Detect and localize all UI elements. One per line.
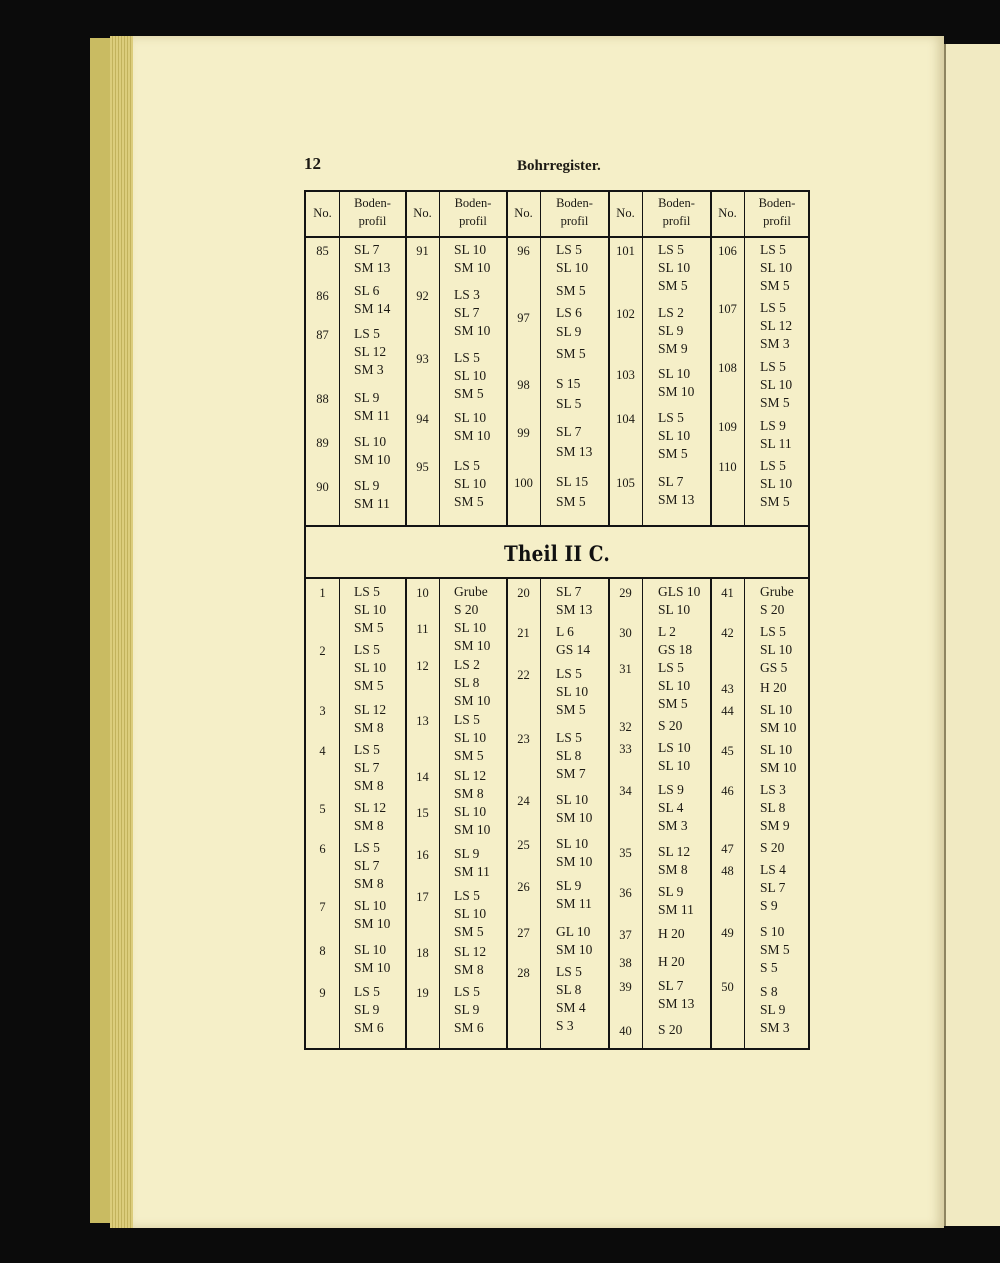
- boring-number: 3: [319, 704, 326, 718]
- soil-profile-entry: SM 8: [454, 786, 484, 801]
- soil-profile-entry: SL 4: [658, 800, 684, 815]
- column-rule: [710, 192, 712, 1048]
- soil-profile-entry: S 20: [454, 602, 479, 617]
- running-head: Bohrregister.: [517, 158, 601, 174]
- boring-number: 19: [416, 986, 429, 1000]
- soil-profile-entry: SM 5: [556, 346, 586, 361]
- soil-profile-entry: SM 5: [658, 696, 688, 711]
- soil-profile-entry: SL 5: [556, 396, 582, 411]
- header-profile-1: Boden-: [658, 196, 695, 210]
- soil-profile-entry: SL 12: [454, 768, 487, 783]
- boring-number: 98: [517, 378, 530, 392]
- soil-profile-entry: S 10: [760, 924, 785, 939]
- soil-profile-entry: S 20: [760, 602, 785, 617]
- soil-profile-entry: SM 11: [556, 896, 592, 911]
- boring-number: 44: [721, 704, 734, 718]
- boring-number: 47: [721, 842, 734, 856]
- column-rule: [439, 192, 440, 1048]
- boring-number: 36: [619, 886, 632, 900]
- boring-number: 1: [319, 586, 326, 600]
- soil-profile-entry: SM 5: [556, 702, 586, 717]
- column-rule: [339, 192, 340, 1048]
- boring-number: 22: [517, 668, 530, 682]
- header-profile-1: Boden-: [556, 196, 593, 210]
- soil-profile-entry: SL 10: [354, 898, 387, 913]
- header-rule: [306, 236, 808, 238]
- soil-profile-entry: SM 8: [354, 818, 384, 833]
- soil-profile-entry: SL 10: [658, 678, 691, 693]
- soil-profile-entry: SL 10: [556, 260, 589, 275]
- soil-profile-entry: SL 10: [354, 602, 387, 617]
- header-no: No.: [413, 206, 432, 220]
- soil-profile-entry: S 15: [556, 376, 581, 391]
- soil-profile-entry: SL 8: [556, 982, 582, 997]
- soil-profile-entry: SM 10: [454, 323, 491, 338]
- boring-number: 30: [619, 626, 632, 640]
- boring-number: 26: [517, 880, 530, 894]
- soil-profile-entry: SM 10: [454, 260, 491, 275]
- boring-number: 28: [517, 966, 530, 980]
- boring-number: 50: [721, 980, 734, 994]
- soil-profile-entry: GS 14: [556, 642, 591, 657]
- soil-profile-entry: SL 10: [454, 804, 487, 819]
- soil-profile-entry: SL 10: [658, 260, 691, 275]
- soil-profile-entry: LS 5: [760, 359, 786, 374]
- soil-profile-entry: SM 6: [354, 1020, 384, 1035]
- soil-profile-entry: SM 3: [658, 818, 688, 833]
- soil-profile-entry: SM 14: [354, 301, 391, 316]
- soil-profile-entry: LS 5: [454, 350, 480, 365]
- boring-number: 39: [619, 980, 632, 994]
- soil-profile-entry: SM 4: [556, 1000, 586, 1015]
- soil-profile-entry: SL 10: [760, 476, 793, 491]
- soil-profile-entry: SM 5: [454, 748, 484, 763]
- boring-number: 105: [616, 476, 635, 490]
- boring-number: 38: [619, 956, 632, 970]
- soil-profile-entry: SL 7: [658, 978, 684, 993]
- boring-number: 33: [619, 742, 632, 756]
- boring-number: 9: [319, 986, 326, 1000]
- soil-profile-entry: SL 8: [760, 800, 786, 815]
- soil-profile-entry: SM 11: [354, 496, 390, 511]
- soil-profile-entry: SL 9: [658, 323, 684, 338]
- soil-profile-entry: SM 5: [556, 283, 586, 298]
- boring-number: 109: [718, 420, 737, 434]
- soil-profile-entry: SL 7: [454, 305, 480, 320]
- soil-profile-entry: S 9: [760, 898, 778, 913]
- soil-profile-entry: SL 12: [454, 944, 487, 959]
- soil-profile-entry: SL 10: [454, 906, 487, 921]
- soil-profile-entry: SM 3: [760, 336, 790, 351]
- boring-number: 14: [416, 770, 429, 784]
- soil-profile-entry: SL 10: [760, 742, 793, 757]
- soil-profile-entry: SM 10: [454, 822, 491, 837]
- boring-number: 49: [721, 926, 734, 940]
- soil-profile-entry: SL 10: [760, 377, 793, 392]
- soil-profile-entry: SL 10: [454, 368, 487, 383]
- soil-profile-entry: LS 5: [354, 326, 380, 341]
- boring-number: 92: [416, 289, 429, 303]
- soil-profile-entry: SM 8: [658, 862, 688, 877]
- column-rule: [540, 192, 541, 1048]
- soil-profile-entry: SL 10: [354, 660, 387, 675]
- boring-number: 85: [316, 244, 329, 258]
- soil-profile-entry: SM 13: [658, 492, 695, 507]
- header-profile-2: profil: [662, 214, 691, 228]
- soil-profile-entry: SL 10: [658, 428, 691, 443]
- soil-profile-entry: LS 5: [556, 730, 582, 745]
- soil-profile-entry: SL 9: [658, 884, 684, 899]
- facing-page-edge: [944, 44, 1000, 1226]
- soil-profile-entry: SM 5: [658, 446, 688, 461]
- soil-profile-entry: LS 5: [760, 624, 786, 639]
- page-number: 12: [304, 154, 321, 173]
- soil-profile-entry: SM 13: [354, 260, 391, 275]
- soil-profile-entry: SM 5: [454, 386, 484, 401]
- soil-profile-entry: SM 3: [354, 362, 384, 377]
- soil-profile-entry: GLS 10: [658, 584, 701, 599]
- soil-profile-entry: SM 10: [454, 693, 491, 708]
- soil-profile-entry: SM 5: [760, 942, 790, 957]
- boring-number: 16: [416, 848, 429, 862]
- soil-profile-entry: LS 3: [454, 287, 480, 302]
- soil-profile-entry: SL 7: [556, 584, 582, 599]
- soil-profile-entry: L 2: [658, 624, 676, 639]
- soil-profile-entry: H 20: [658, 926, 685, 941]
- soil-profile-entry: SL 10: [454, 476, 487, 491]
- soil-profile-entry: SM 13: [556, 602, 593, 617]
- boring-number: 91: [416, 244, 429, 258]
- soil-profile-entry: SL 10: [354, 942, 387, 957]
- soil-profile-entry: SM 11: [354, 408, 390, 423]
- soil-profile-entry: SL 9: [354, 1002, 380, 1017]
- soil-profile-entry: SL 7: [556, 424, 582, 439]
- soil-profile-entry: LS 10: [658, 740, 691, 755]
- column-rule: [642, 192, 643, 1048]
- soil-profile-entry: SL 7: [354, 760, 380, 775]
- soil-profile-entry: SM 11: [658, 902, 694, 917]
- soil-profile-entry: L 6: [556, 624, 574, 639]
- boring-number: 4: [319, 744, 326, 758]
- soil-profile-entry: LS 5: [658, 410, 684, 425]
- soil-profile-entry: LS 5: [354, 840, 380, 855]
- soil-profile-entry: SL 9: [454, 846, 480, 861]
- soil-profile-entry: SM 10: [556, 854, 593, 869]
- soil-profile-entry: SM 5: [556, 494, 586, 509]
- soil-profile-entry: LS 5: [556, 964, 582, 979]
- boring-number: 21: [517, 626, 530, 640]
- soil-profile-entry: SL 12: [760, 318, 793, 333]
- soil-profile-entry: SM 7: [556, 766, 586, 781]
- soil-profile-entry: SL 8: [454, 675, 480, 690]
- soil-profile-entry: SL 12: [354, 800, 387, 815]
- soil-profile-entry: SL 12: [354, 344, 387, 359]
- soil-profile-entry: SL 7: [354, 858, 380, 873]
- soil-profile-entry: LS 3: [760, 782, 786, 797]
- boring-number: 18: [416, 946, 429, 960]
- soil-profile-entry: SL 10: [454, 242, 487, 257]
- soil-profile-entry: S 20: [658, 1022, 683, 1037]
- boring-number: 2: [319, 644, 326, 658]
- boring-number: 41: [721, 586, 734, 600]
- soil-profile-entry: SM 10: [760, 720, 797, 735]
- soil-profile-entry: LS 5: [354, 742, 380, 757]
- soil-profile-entry: SL 9: [454, 1002, 480, 1017]
- boring-number: 48: [721, 864, 734, 878]
- boring-number: 40: [619, 1024, 632, 1038]
- boring-number: 11: [416, 622, 429, 636]
- soil-profile-entry: S 20: [760, 840, 785, 855]
- boring-number: 88: [316, 392, 329, 406]
- soil-profile-entry: SL 10: [454, 730, 487, 745]
- column-rule: [744, 192, 745, 1048]
- soil-profile-entry: SL 10: [556, 792, 589, 807]
- boring-number: 8: [319, 944, 326, 958]
- header-no: No.: [718, 206, 737, 220]
- boring-number: 12: [416, 659, 429, 673]
- boring-number: 106: [718, 244, 737, 258]
- boring-number: 86: [316, 289, 329, 303]
- soil-profile-entry: H 20: [760, 680, 787, 695]
- boring-number: 93: [416, 352, 429, 366]
- boring-number: 20: [517, 586, 530, 600]
- soil-profile-entry: SM 10: [354, 452, 391, 467]
- boring-number: 5: [319, 802, 326, 816]
- soil-profile-entry: SM 10: [454, 428, 491, 443]
- soil-profile-entry: SM 10: [354, 960, 391, 975]
- soil-profile-entry: GL 10: [556, 924, 591, 939]
- boring-number: 107: [718, 302, 737, 316]
- soil-profile-entry: SL 10: [658, 758, 691, 773]
- boring-number: 25: [517, 838, 530, 852]
- boring-number: 42: [721, 626, 734, 640]
- soil-profile-entry: LS 5: [354, 642, 380, 657]
- soil-profile-entry: SM 5: [454, 494, 484, 509]
- soil-profile-entry: Grube: [454, 584, 488, 599]
- soil-profile-entry: SM 8: [354, 720, 384, 735]
- soil-profile-entry: SL 15: [556, 474, 589, 489]
- soil-profile-entry: SL 12: [354, 702, 387, 717]
- soil-profile-entry: LS 5: [556, 242, 582, 257]
- boring-number: 104: [616, 412, 635, 426]
- boring-number: 7: [319, 900, 326, 914]
- soil-profile-entry: Grube: [760, 584, 794, 599]
- boring-number: 34: [619, 784, 632, 798]
- section-title: Theil II C.: [504, 541, 610, 566]
- soil-profile-entry: LS 5: [354, 984, 380, 999]
- boring-number: 35: [619, 846, 632, 860]
- soil-profile-entry: LS 5: [760, 458, 786, 473]
- boring-number: 103: [616, 368, 635, 382]
- boring-number: 46: [721, 784, 734, 798]
- soil-profile-entry: SM 3: [760, 1020, 790, 1035]
- boring-number: 32: [619, 720, 632, 734]
- header-no: No.: [514, 206, 533, 220]
- soil-profile-entry: SL 7: [658, 474, 684, 489]
- borehole-register-table: [304, 190, 810, 1050]
- soil-profile-entry: SL 7: [354, 242, 380, 257]
- soil-profile-entry: S 20: [658, 718, 683, 733]
- header-no: No.: [313, 206, 332, 220]
- soil-profile-entry: LS 5: [454, 888, 480, 903]
- header-profile-2: profil: [459, 214, 487, 228]
- soil-profile-entry: LS 9: [760, 418, 786, 433]
- soil-profile-entry: SL 10: [658, 366, 691, 381]
- soil-profile-entry: SM 10: [354, 916, 391, 931]
- soil-profile-entry: SM 13: [556, 444, 593, 459]
- soil-profile-entry: SL 8: [556, 748, 582, 763]
- soil-profile-entry: SM 5: [760, 494, 790, 509]
- boring-number: 101: [616, 244, 635, 258]
- soil-profile-entry: LS 2: [454, 657, 480, 672]
- soil-profile-entry: SL 12: [658, 844, 691, 859]
- soil-profile-entry: SM 10: [556, 942, 593, 957]
- soil-profile-entry: SL 9: [556, 324, 582, 339]
- soil-profile-entry: LS 5: [454, 458, 480, 473]
- soil-profile-entry: SM 5: [760, 395, 790, 410]
- boring-number: 97: [517, 311, 530, 325]
- header-profile-2: profil: [560, 214, 589, 228]
- soil-profile-entry: SM 5: [658, 278, 688, 293]
- boring-number: 24: [517, 794, 530, 808]
- soil-profile-entry: LS 5: [454, 984, 480, 999]
- soil-profile-entry: SL 9: [354, 390, 380, 405]
- soil-profile-entry: SM 13: [658, 996, 695, 1011]
- soil-profile-entry: SM 9: [760, 818, 790, 833]
- soil-profile-entry: SL 10: [760, 702, 793, 717]
- boring-number: 90: [316, 480, 329, 494]
- soil-profile-entry: S 5: [760, 960, 778, 975]
- soil-profile-entry: SL 6: [354, 283, 380, 298]
- soil-profile-entry: SL 10: [658, 602, 691, 617]
- boring-number: 17: [416, 890, 429, 904]
- soil-profile-entry: SM 10: [556, 810, 593, 825]
- header-profile-2: profil: [763, 214, 791, 228]
- soil-profile-entry: SL 10: [454, 620, 487, 635]
- soil-profile-entry: SM 5: [454, 924, 484, 939]
- boring-number: 29: [619, 586, 632, 600]
- soil-profile-entry: SM 11: [454, 864, 490, 879]
- header-no: No.: [616, 206, 635, 220]
- boring-number: 87: [316, 328, 329, 342]
- soil-profile-entry: LS 5: [658, 242, 684, 257]
- soil-profile-entry: SM 5: [760, 278, 790, 293]
- soil-profile-entry: LS 6: [556, 305, 582, 320]
- section-rule: [306, 577, 808, 579]
- boring-number: 108: [718, 361, 737, 375]
- boring-number: 10: [416, 586, 429, 600]
- soil-profile-entry: GS 5: [760, 660, 788, 675]
- soil-profile-entry: SL 11: [760, 436, 792, 451]
- soil-profile-entry: SM 10: [760, 760, 797, 775]
- boring-number: 43: [721, 682, 734, 696]
- soil-profile-entry: SL 10: [556, 684, 589, 699]
- header-profile-1: Boden-: [758, 196, 796, 210]
- boring-number: 99: [517, 426, 530, 440]
- soil-profile-entry: SL 10: [760, 260, 793, 275]
- soil-profile-entry: SL 7: [760, 880, 786, 895]
- soil-profile-entry: SL 10: [556, 836, 589, 851]
- boring-number: 110: [718, 460, 737, 474]
- boring-number: 27: [517, 926, 530, 940]
- soil-profile-entry: SL 10: [354, 434, 387, 449]
- soil-profile-entry: SM 5: [354, 678, 384, 693]
- soil-profile-entry: SM 8: [354, 876, 384, 891]
- soil-profile-entry: LS 5: [454, 712, 480, 727]
- soil-profile-entry: S 3: [556, 1018, 574, 1033]
- soil-profile-entry: SL 9: [556, 878, 582, 893]
- boring-number: 89: [316, 436, 329, 450]
- soil-profile-entry: SM 10: [658, 384, 695, 399]
- boring-number: 95: [416, 460, 429, 474]
- soil-profile-entry: H 20: [658, 954, 685, 969]
- boring-number: 15: [416, 806, 429, 820]
- soil-profile-entry: SM 8: [354, 778, 384, 793]
- soil-profile-entry: LS 5: [760, 300, 786, 315]
- header-profile-1: Boden-: [354, 196, 391, 210]
- soil-profile-entry: SM 10: [454, 638, 491, 653]
- soil-profile-entry: SL 10: [454, 410, 487, 425]
- soil-profile-entry: LS 9: [658, 782, 684, 797]
- boring-number: 13: [416, 714, 429, 728]
- boring-number: 94: [416, 412, 429, 426]
- soil-profile-entry: SL 9: [354, 478, 380, 493]
- soil-profile-entry: LS 5: [354, 584, 380, 599]
- boring-number: 37: [619, 928, 632, 942]
- boring-number: 100: [514, 476, 533, 490]
- soil-profile-entry: SM 6: [454, 1020, 484, 1035]
- soil-profile-entry: LS 2: [658, 305, 684, 320]
- soil-profile-entry: GS 18: [658, 642, 693, 657]
- soil-profile-entry: SM 5: [354, 620, 384, 635]
- soil-profile-entry: LS 5: [658, 660, 684, 675]
- boring-number: 102: [616, 307, 635, 321]
- soil-profile-entry: S 8: [760, 984, 778, 999]
- soil-profile-entry: LS 5: [760, 242, 786, 257]
- boring-number: 45: [721, 744, 734, 758]
- soil-profile-entry: SL 9: [760, 1002, 786, 1017]
- header-profile-2: profil: [358, 214, 387, 228]
- header-profile-1: Boden-: [454, 196, 492, 210]
- boring-number: 96: [517, 244, 530, 258]
- soil-profile-entry: SM 8: [454, 962, 484, 977]
- soil-profile-entry: SL 10: [760, 642, 793, 657]
- soil-profile-entry: LS 5: [556, 666, 582, 681]
- boring-number: 31: [619, 662, 632, 676]
- boring-number: 23: [517, 732, 530, 746]
- boring-number: 6: [319, 842, 326, 856]
- soil-profile-entry: LS 4: [760, 862, 786, 877]
- soil-profile-entry: SM 9: [658, 341, 688, 356]
